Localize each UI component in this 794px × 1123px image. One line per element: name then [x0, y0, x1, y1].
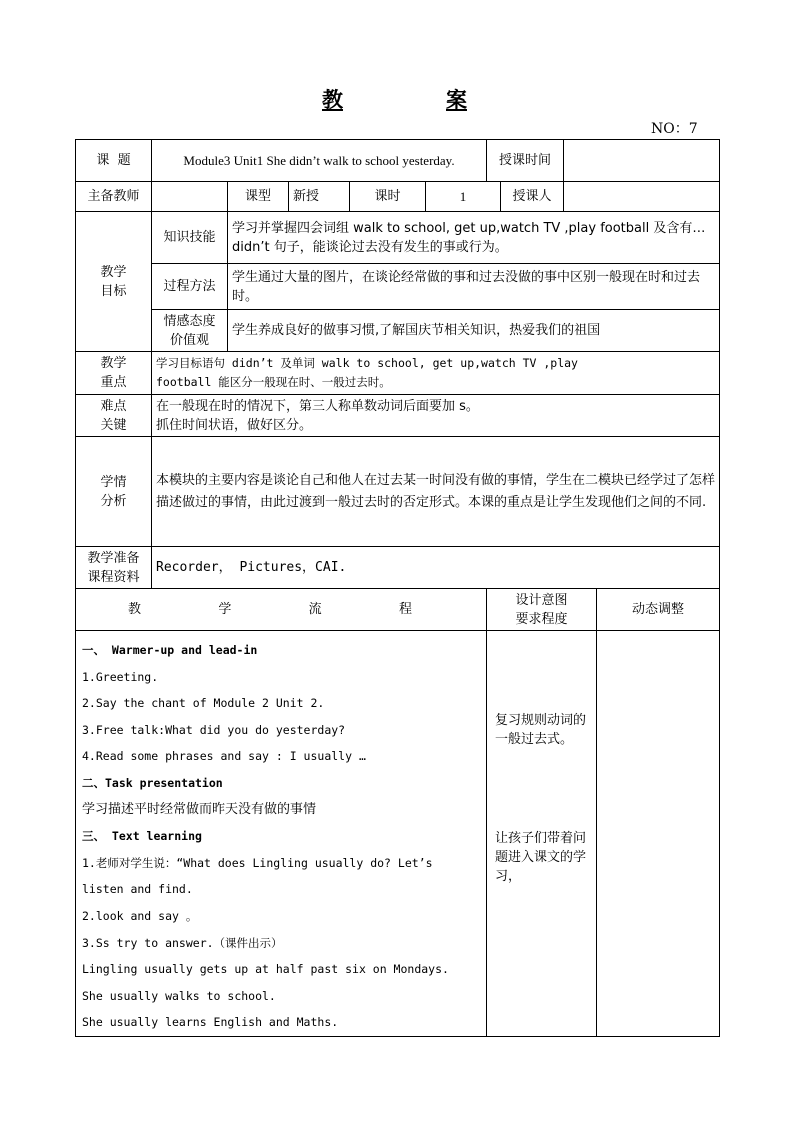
knowledge-label: 知识技能 [152, 212, 228, 264]
process-line: 2.Say the chant of Module 2 Unit 2. [82, 696, 325, 711]
class-type-value: 新授 [289, 182, 350, 212]
difficulty-line-2: 抓住时间状语，做好区分。 [156, 417, 313, 433]
process-line: 学习描述平时经常做而昨天没有做的事情 [82, 801, 317, 817]
design-note-2: 让孩子们带着问题进入课文的学习， [495, 831, 587, 884]
flow-header-char-3: 流 [308, 602, 322, 617]
preparation-value: Recorder， Pictures，CAI. [152, 547, 720, 589]
process-line: 1.老师对学生说：“What does Lingling usually do? Let’s [82, 855, 433, 870]
periods-label: 课时 [350, 182, 426, 212]
process-line [82, 823, 480, 850]
process-line: 1.Greeting. [82, 669, 159, 684]
teach-time-label: 授课时间 [487, 140, 564, 182]
process-line: 3.Free talk:What did you do yesterday? [82, 722, 346, 737]
teach-time-value[interactable] [564, 140, 720, 182]
process-line [82, 637, 480, 664]
process-heading-3: 三、 Text learning [82, 829, 202, 844]
process-method-value: 学生通过大量的图片，在谈论经常做的事和过去没做的事中区别一般现在时和过去时。 [228, 264, 720, 310]
dynamic-adjust[interactable] [597, 631, 720, 1037]
title-char-1: 教 [322, 87, 343, 112]
preparation-label: 教学准备 课程资料 [76, 547, 152, 589]
emotion-value: 学生养成良好的做事习惯,了解国庆节相关知识，热爱我们的祖国 [228, 310, 720, 352]
key-points-label: 教学 重点 [76, 352, 152, 395]
topic-label: 课 题 [76, 140, 152, 182]
emotion-label: 情感态度 价值观 [152, 310, 228, 352]
process-line: 3.Ss try to answer.（课件出示） [82, 935, 283, 950]
process-line: 4.Read some phrases and say : I usually … [82, 749, 366, 764]
process-method-label: 过程方法 [152, 264, 228, 310]
difficulty-value [152, 395, 720, 437]
periods-value: 1 [426, 182, 501, 212]
teaching-process [76, 631, 487, 1037]
process-heading-1: 一、 Warmer-up and lead-in [82, 643, 258, 657]
goals-label: 教学 目标 [76, 212, 152, 352]
process-heading-2: 二、Task presentation [82, 775, 223, 790]
lecturer-label: 授课人 [501, 182, 564, 212]
key-points-line-2: football 能区分一般现在时、一般过去时。 [156, 375, 391, 389]
process-line: listen and find. [82, 882, 193, 897]
class-type-label: 课型 [228, 182, 289, 212]
design-note-1: 复习规则动词的一般过去式。 [495, 713, 587, 747]
lesson-plan-table [75, 139, 720, 1037]
knowledge-value: 学习并掌握四会词组 walk to school, get up,watch TV ,play football 及含有…didn’t 句子，能谈论过去没有发生的事或行为。 [228, 212, 720, 264]
adjust-header: 动态调整 [597, 589, 720, 631]
flow-header-char-2: 学 [218, 602, 232, 617]
design-intent [487, 631, 597, 1037]
lead-teacher-label: 主备教师 [76, 182, 152, 212]
design-header: 设计意图 要求程度 [487, 589, 597, 631]
process-line: She usually walks to school. [82, 988, 276, 1003]
flow-header-char-4: 程 [398, 602, 412, 617]
key-points-line-1: 学习目标语句 didn’t 及单词 walk to school, get up,watch TV ,play [156, 356, 578, 370]
lead-teacher-value[interactable] [152, 182, 228, 212]
process-line: 2.look and say 。 [82, 908, 198, 923]
process-line: Lingling usually gets up at half past six on Mondays. [82, 962, 449, 977]
key-points-value [152, 352, 720, 395]
analysis-value: 本模块的主要内容是谈论自己和他人在过去某一时间没有做的事情，学生在二模块已经学过了怎样描述做过的事情，由此过渡到一般过去时的否定形式。本课的重点是让学生发现他们之间的不同. [152, 437, 720, 547]
flow-header-char-1: 教 [128, 602, 142, 617]
flow-header [76, 589, 487, 631]
document-number: NO：7 [651, 121, 698, 137]
topic-value: Module3 Unit1 She didn’t walk to school yesterday. [152, 140, 487, 182]
difficulty-label: 难点 关键 [76, 395, 152, 437]
process-line: She usually learns English and Maths. [82, 1015, 339, 1030]
lecturer-value[interactable] [564, 182, 720, 212]
difficulty-line-1: 在一般现在时的情况下，第三人称单数动词后面要加 s。 [156, 398, 479, 414]
analysis-label: 学情 分析 [76, 437, 152, 547]
process-line [82, 770, 480, 797]
title-char-2: 案 [446, 87, 467, 112]
